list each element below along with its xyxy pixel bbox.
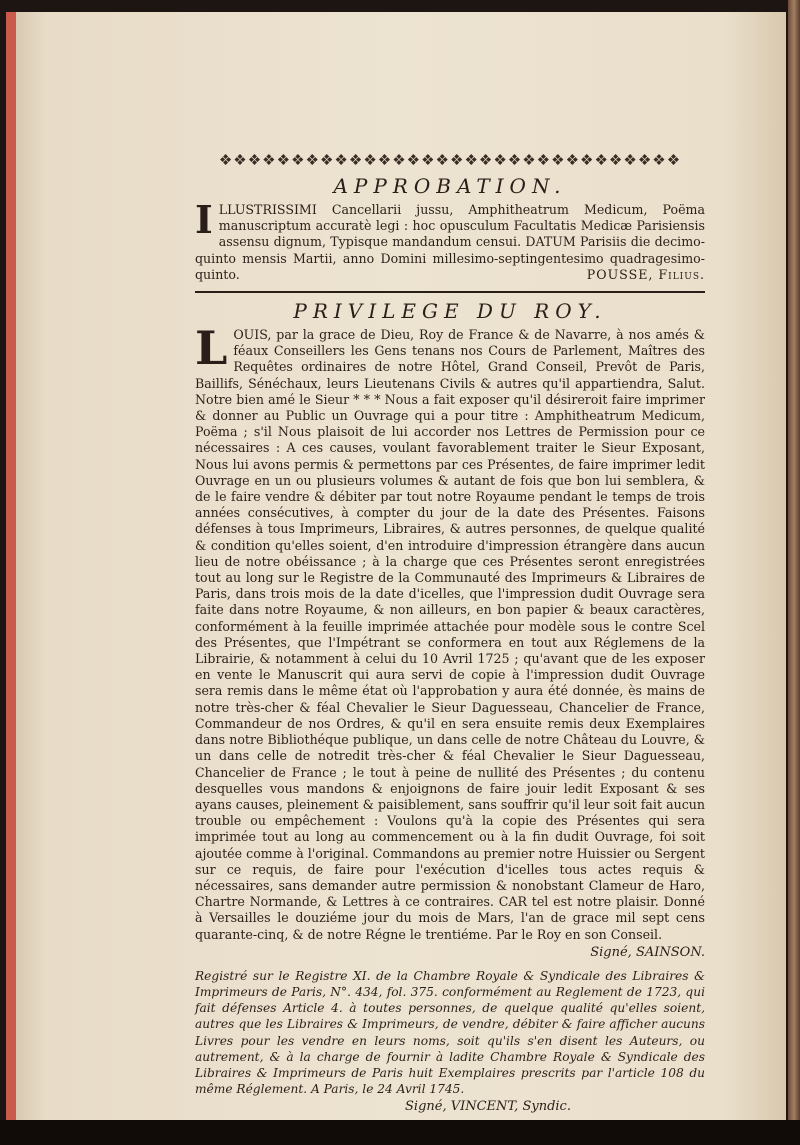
approbation-body: LLUSTRISSIMI Cancellarii jussu, Amphitheatrum Medicum, Poëma manuscriptum accuratè legi : hoc opusculum Facultatis Medicæ Parisiensis assensu dignum, Typisque mandandum censui. DATUM Parisiis die decimo-quinto mensis Martii, anno Domini millesimo-septingentesimo quadragesimo-quinto. — [195, 202, 705, 282]
privilege-text — [195, 321, 705, 943]
privilege-title: PRIVILEGE DU ROY. — [293, 299, 607, 324]
ornament-band: ❖❖❖❖❖❖❖❖❖❖❖❖❖❖❖❖❖❖❖❖❖❖❖❖❖❖❖❖❖❖❖❖ — [218, 151, 682, 169]
approbation-text — [195, 197, 705, 283]
registre-text: Registré sur le Registre XI. de la Chambre Royale & Syndicale des Libraires & Imprimeurs de Paris, N°. 434, fol. 375. conformément au Reglement de 1723, qui fait défenses Article 4. à toutes personnes, de quelque qualité qu'elles soient, autres que les Libraires & Imprimeurs, de vendre, débiter & faire afficher aucuns Livres pour les vendre en leurs noms, soit qu'ils s'en disent les Auteurs, ou autrement, & à la charge de fournir à ladite Chambre Royale & Syndicale des Libraires & Imprimeurs de Paris huit Exemplaires prescrits par l'article 108 du même Réglement. A Paris, le 24 Avril 1745. — [195, 968, 705, 1097]
approbation-dropcap: I — [195, 197, 213, 242]
approbation-title: APPROBATION. — [333, 174, 567, 198]
privilege-body: OUIS, par la grace de Dieu, Roy de France & de Navarre, à nos amés & féaux Conseillers les Gens tenans nos Cours de Parlement, Maîtres des Requêtes ordinaires de notre Hôtel, Grand Conseil, Prevôt de Paris, Baillifs, Sénéchaux, leurs Lieutenans Civils & autres qu'il appartiendra, Salut. Notre bien amé le Sieur * * * Nous a fait exposer qu'il désireroit faire imprimer & donner au Public un Ouvrage qui a pour titre : Amphitheatrum Medicum, Poëma ; s'il Nous plaisoit de lui accorder nos Lettres de Permission pour ce nécessaires : A ces causes, voulant favorablement traiter le Sieur Exposant, Nous lui avons permis & permettons par ces Présentes, de faire imprimer ledit Ouvrage en un ou plusieurs volumes & autant de fois que bon lui semblera, & de le faire vendre & débiter par tout notre Royaume pendant le temps de trois années consécutives, à compter du jour de la date des Présentes. Faisons défenses à tous Imprimeurs, Libraires, & autres personnes, de quelque qualité & condition qu'elles soient, d'en introduire d'impression étrangère dans aucun lieu de notre obéissance ; à la charge que ces Présentes seront enregistrées tout au long sur le Registre de la Communauté des Imprimeurs & Libraires de Paris, dans trois mois de la date d'icelles, que l'impression dudit Ouvrage sera faite dans notre Royaume, & non ailleurs, en bon papier & beaux caractères, conformément à la feuille imprimée attachée pour modèle sous le contre Scel des Présentes, que l'Impétrant se conformera en tout aux Réglemens de la Librairie, & notamment à celui du 10 Avril 1725 ; qu'avant que de les exposer en vente le Manuscrit qui aura servi de copie à l'impression dudit Ouvrage sera remis dans le même état où l'approbation y aura été donnée, ès mains de notre très-cher & féal Chevalier le Sieur Daguesseau, Chancelier de France, Commandeur de nos Ordres, & qu'il en sera ensuite remis deux Exemplaires dans notre Bibliothéque publique, un dans celle de notre Château du Louvre, & un dans celle de notredit très-cher & féal Chevalier le Sieur Daguesseau, Chancelier de France ; le tout à peine de nullité des Présentes ; du contenu desquelles vous mandons & enjoignons de faire jouir ledit Exposant & ses ayans causes, pleinement & paisiblement, sans souffrir qu'il leur soit fait aucun trouble ou empêchement : Voulons qu'à la copie des Présentes qui sera imprimée tout au long au commencement ou à la fin dudit Ouvrage, foi soit ajoutée comme à l'original. Commandons au premier notre Huissier ou Sergent sur ce requis, de faire pour l'exécution d'icelles tous actes requis & nécessaires, sans demander autre permission & nonobstant Clameur de Haro, Chartre Normande, & Lettres à ce contraires. CAR tel est notre plaisir. Donné à Versailles le douziéme jour du mois de Mars, l'an de grace mil sept cens quarante-cinq, & de notre Régne le trentiéme. Par le Roy en son Conseil. — [195, 327, 705, 942]
approbation-signature: POUSSE, Filius. — [586, 266, 705, 282]
privilege-signature: Signé, SAINSON. — [590, 944, 705, 960]
bottom-shadow — [0, 1120, 800, 1145]
section-divider — [195, 291, 705, 293]
book-edge — [788, 0, 800, 1145]
privilege-dropcap: L — [195, 321, 228, 376]
page-content — [195, 150, 705, 1114]
registre-signature: Signé, VINCENT, Syndic. — [405, 1099, 571, 1115]
